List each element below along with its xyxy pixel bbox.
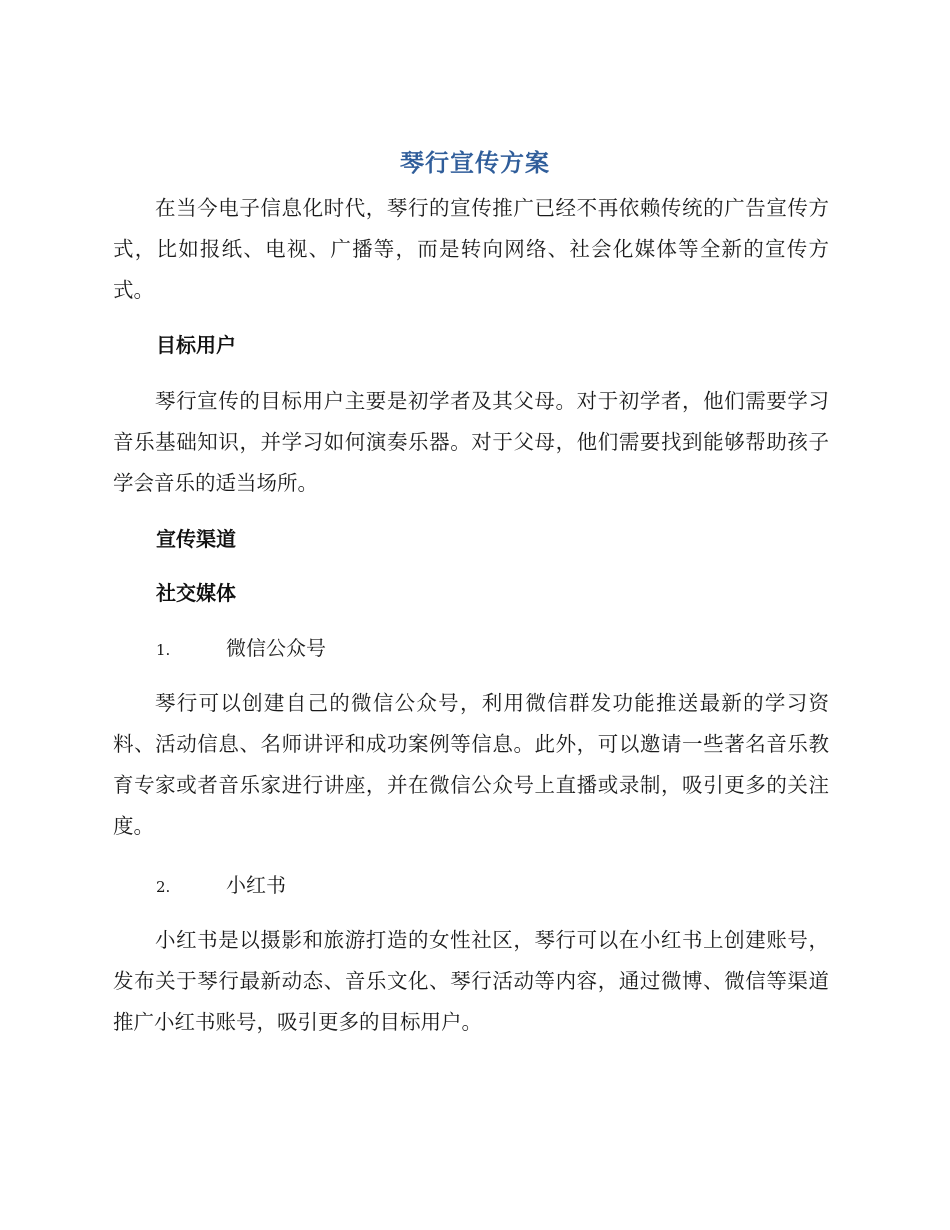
document-title: 琴行宣传方案 (400, 149, 550, 177)
list-number: 1. (156, 641, 171, 659)
list-item-wechat (156, 633, 326, 665)
xiaohongshu-paragraph: 小红书是以摄影和旅游打造的女性社区，琴行可以在小红书上创建账号，发布关于琴行最新动态、音乐文化、琴行活动等内容，通过微博、微信等渠道推广小红书账号，吸引更多的目标用户。 (113, 928, 829, 1034)
list-label: 微信公众号 (226, 636, 326, 660)
section-heading-target-users: 目标用户 (156, 333, 236, 357)
target-users-paragraph: 琴行宣传的目标用户主要是初学者及其父母。对于初学者，他们需要学习音乐基础知识，并学习如何演奏乐器。对于父母，他们需要找到能够帮助孩子学会音乐的适当场所。 (113, 389, 829, 495)
list-item-xiaohongshu (156, 870, 286, 902)
list-number: 2. (156, 878, 171, 896)
section-heading-channels: 宣传渠道 (156, 527, 236, 551)
intro-paragraph: 在当今电子信息化时代，琴行的宣传推广已经不再依赖传统的广告宣传方式，比如报纸、电视、广播等，而是转向网络、社会化媒体等全新的宣传方式。 (113, 196, 829, 302)
subheading-social-media: 社交媒体 (156, 581, 236, 605)
wechat-paragraph: 琴行可以创建自己的微信公众号，利用微信群发功能推送最新的学习资料、活动信息、名师讲评和成功案例等信息。此外，可以邀请一些著名音乐教育专家或者音乐家进行讲座，并在微信公众号上直播或录制，吸引更多的关注度。 (113, 691, 829, 838)
list-label: 小红书 (226, 873, 286, 897)
